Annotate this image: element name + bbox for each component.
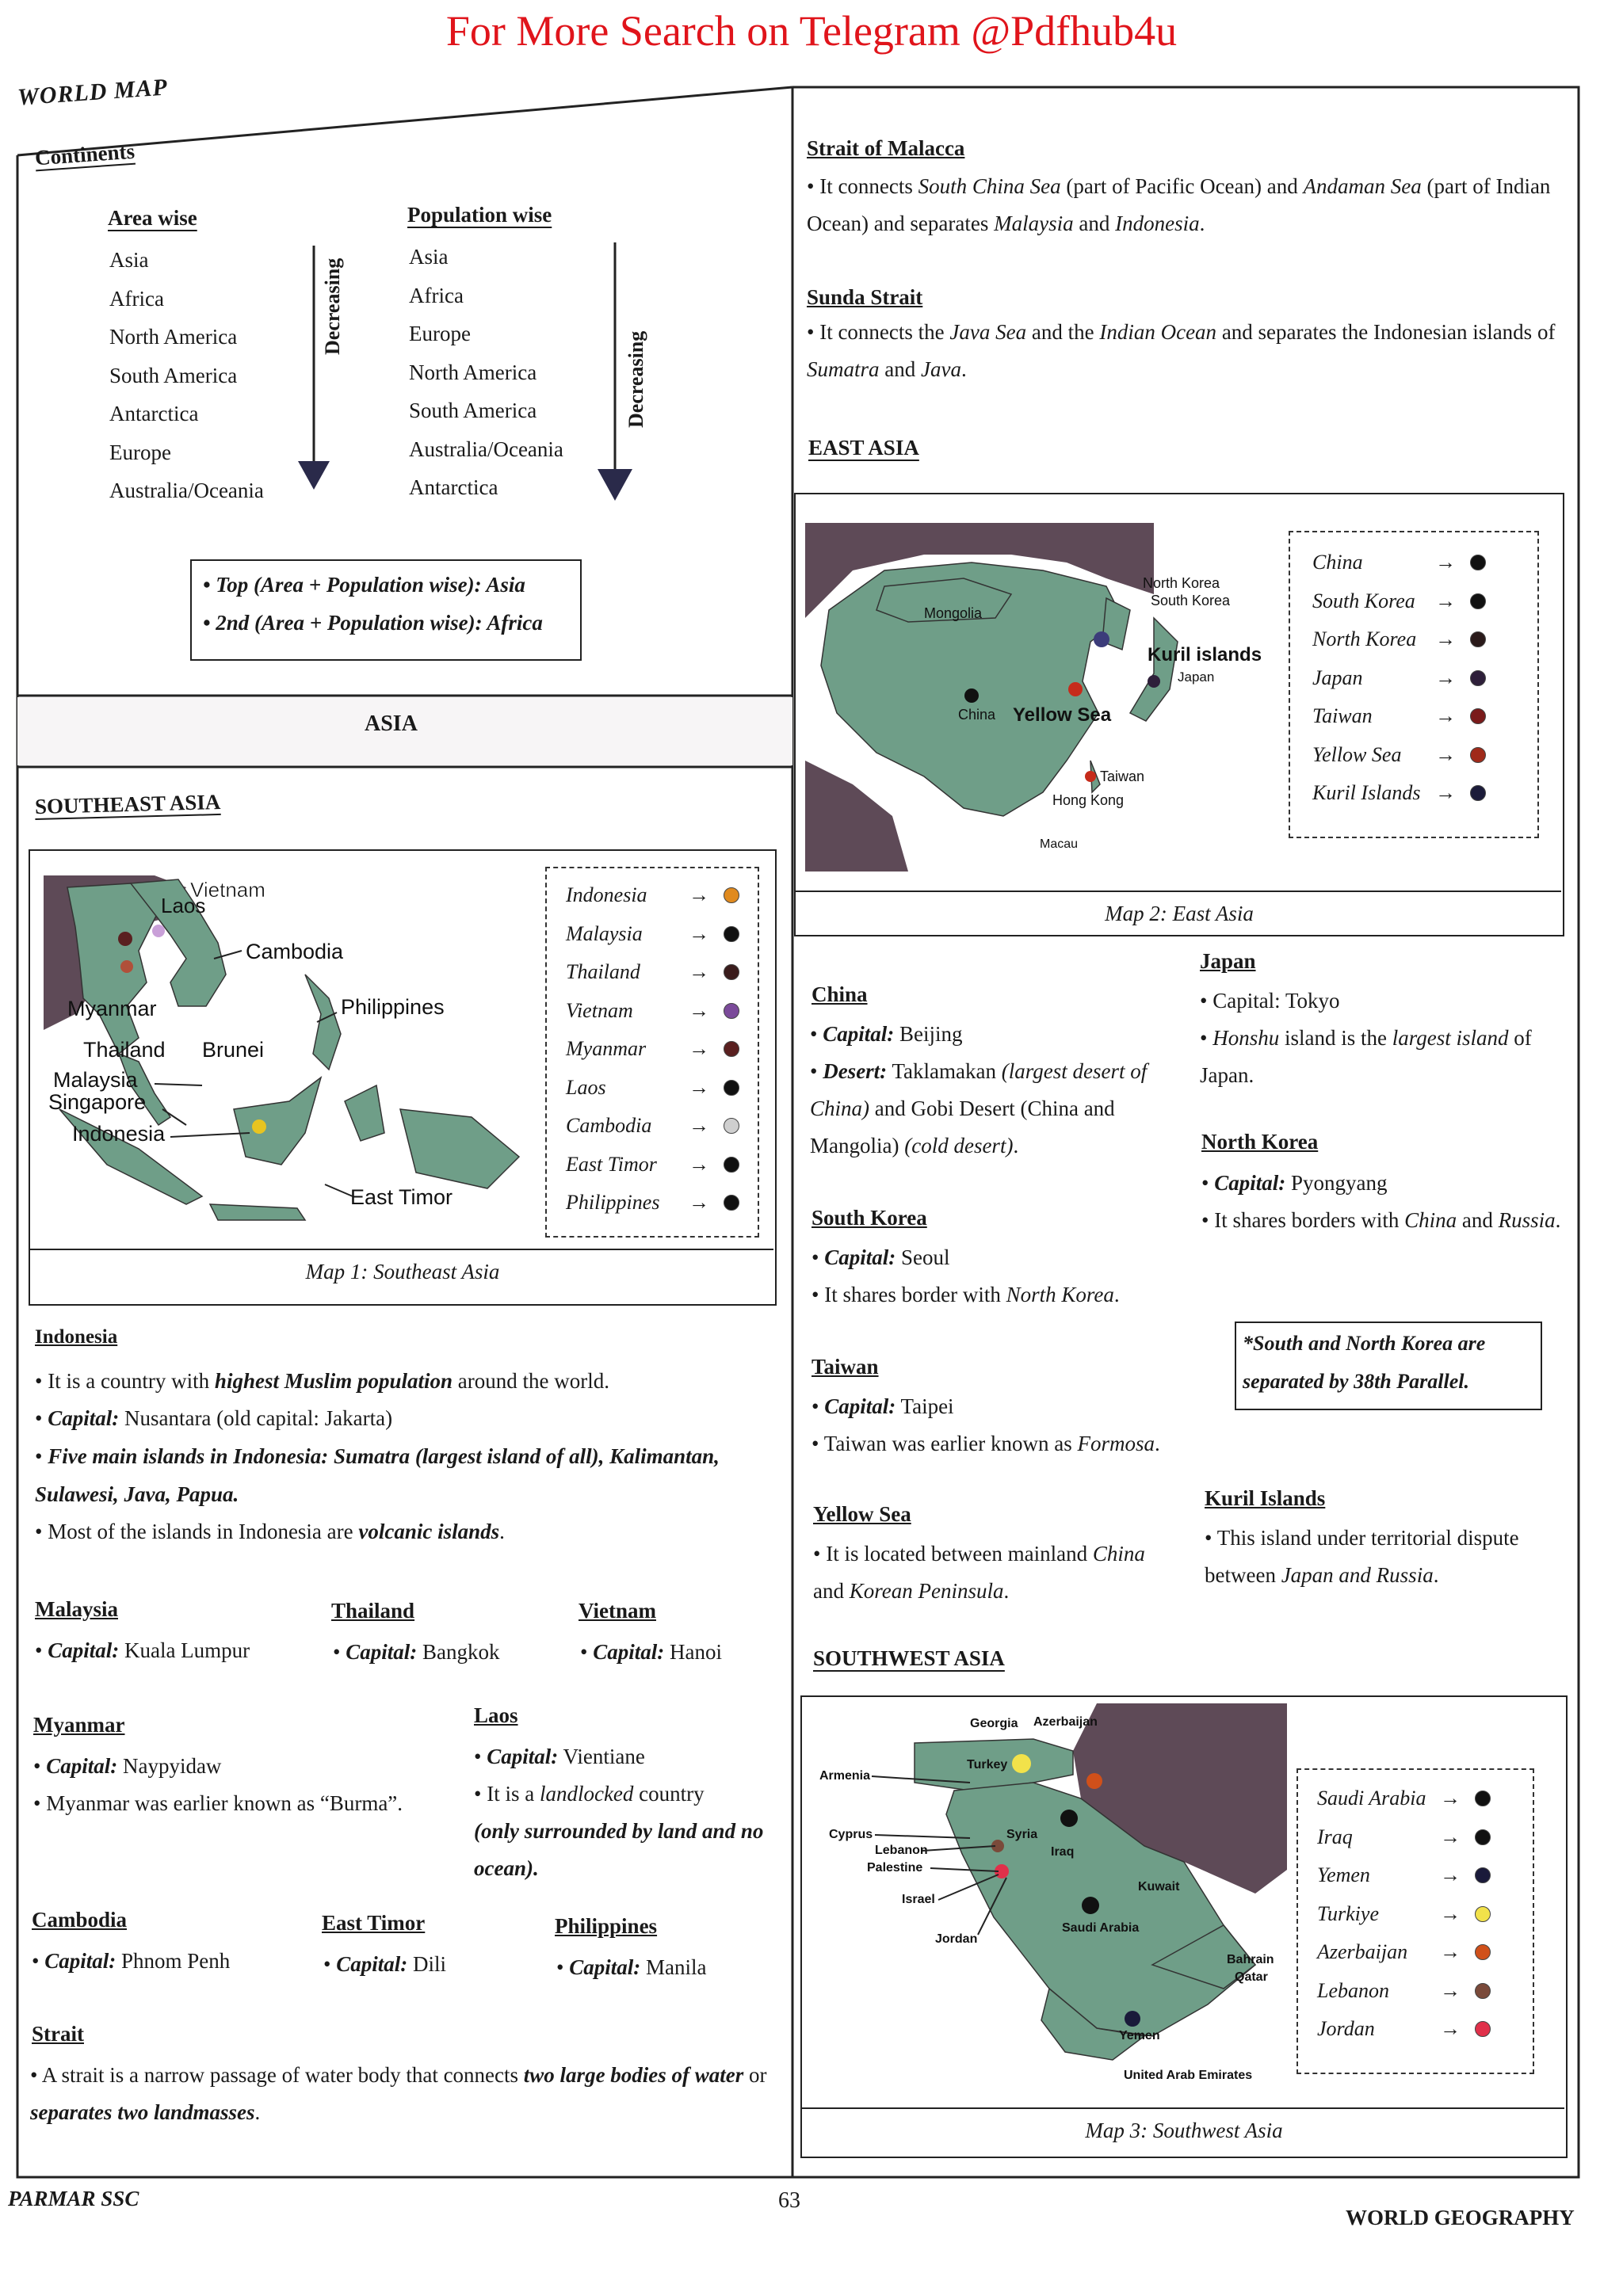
legend-label: South Korea <box>1312 589 1415 612</box>
arrow-right-icon: → <box>1440 1940 1461 1964</box>
population-wise-heading: Population wise <box>407 203 552 227</box>
philippines-title: Philippines <box>555 1914 658 1938</box>
arrow-right-icon: → <box>1440 1901 1461 1925</box>
legend-dot-icon <box>1470 747 1486 763</box>
decreasing-label-area: Decreasing <box>321 257 344 355</box>
malaysia-capital: • Capital: Kuala Lumpur <box>35 1638 250 1662</box>
legend-label: Indonesia <box>566 883 647 907</box>
indonesia-notes: • It is a country with highest Muslim population around the world. • Capital: Nusantara (old capital: Jakarta) • Five main islands in Indonesia: Sumatra (largest island of all), Kalimantan, Sulawesi, Java, Papua. • Most of the islands in Indonesia are volcanic islands. <box>35 1369 720 1543</box>
legend-dot-icon <box>1470 785 1486 801</box>
legend-label: Cambodia <box>566 1114 652 1138</box>
east-timor-title: East Timor <box>322 1911 426 1935</box>
south-korea-notes: • Capital: Seoul • It shares border with North Korea. <box>812 1245 1120 1306</box>
list-item: South America <box>409 399 537 422</box>
map-label: United Arab Emirates <box>1124 2069 1253 2082</box>
china-title: China <box>812 982 868 1006</box>
southwest-asia-legend <box>1296 1768 1534 2074</box>
area-wise-heading: Area wise <box>108 206 197 230</box>
legend-dot-icon <box>1470 555 1486 570</box>
list-item: Africa <box>109 286 164 311</box>
arrow-right-icon: → <box>689 1037 709 1061</box>
legend-label: Kuril Islands <box>1312 781 1421 805</box>
legend-label: Malaysia <box>566 921 643 945</box>
legend-dot-icon <box>1475 1983 1491 1999</box>
legend-label: Azerbaijan <box>1317 1940 1408 1964</box>
page-number: 63 <box>778 2188 800 2213</box>
legend-row <box>1317 1779 1533 1818</box>
map-label: Indonesia <box>72 1122 166 1146</box>
map-label: Philippines <box>341 995 445 1019</box>
note-line: • Top (Area + Population wise): Asia <box>203 573 525 597</box>
legend-dot-icon <box>724 1118 739 1134</box>
north-korea-notes: • Capital: Pyongyang • It shares borders with China and Russia. <box>1201 1171 1561 1232</box>
legend-dot-icon <box>724 1157 739 1173</box>
asia-banner-label: ASIA <box>365 711 418 736</box>
legend-row <box>566 1030 758 1069</box>
footer-subject: WORLD GEOGRAPHY <box>1346 2206 1575 2229</box>
legend-dot-icon <box>724 926 739 942</box>
map-label: North Korea <box>1143 575 1220 591</box>
map-label: Lebanon <box>875 1844 928 1857</box>
laos-title: Laos <box>474 1703 518 1727</box>
legend-dot-icon <box>1470 631 1486 647</box>
legend-row <box>1317 1895 1533 1934</box>
yellow-sea-title: Yellow Sea <box>813 1502 911 1526</box>
legend-dot-icon <box>1475 1944 1491 1960</box>
legend-dot-icon <box>724 964 739 980</box>
legend-row <box>1317 1972 1533 2011</box>
arrow-right-icon: → <box>1440 1978 1461 2002</box>
footer-publisher: PARMAR SSC <box>8 2187 139 2210</box>
map-label: Bahrain <box>1227 1953 1274 1966</box>
arrow-right-icon: → <box>1440 1825 1461 1848</box>
map-label: Turkey <box>967 1758 1008 1772</box>
north-korea-title: North Korea <box>1201 1130 1319 1154</box>
area-wise-list <box>109 241 264 510</box>
east-asia-map <box>805 523 1265 871</box>
divider <box>29 1249 773 1250</box>
map-label: Kuril islands <box>1148 644 1262 666</box>
map-label: Laos <box>161 894 206 917</box>
vietnam-capital: • Capital: Hanoi <box>580 1640 722 1664</box>
map-label: Armenia <box>819 1769 871 1783</box>
map-label: Iraq <box>1051 1845 1075 1859</box>
southwest-asia-map-caption: Map 3: Southwest Asia <box>1085 2119 1283 2142</box>
legend-label: North Korea <box>1312 627 1417 651</box>
legend-label: Thailand <box>566 960 640 984</box>
map-label: Malaysia <box>53 1068 138 1092</box>
taiwan-notes: • Capital: Taipei • Taiwan was earlier known as Formosa. <box>812 1394 1160 1455</box>
map-label: Hong Kong <box>1052 792 1125 808</box>
legend-row <box>566 1146 758 1184</box>
list-item: Asia <box>109 248 149 272</box>
arrow-right-icon: → <box>1435 627 1456 651</box>
legend-row <box>1312 543 1537 582</box>
legend-dot-icon <box>1475 1791 1491 1806</box>
legend-label: Turkiye <box>1317 1901 1379 1925</box>
legend-row <box>1317 2010 1533 2049</box>
list-item: Antarctica <box>109 402 199 425</box>
legend-label: Saudi Arabia <box>1317 1787 1426 1810</box>
legend-row <box>566 953 758 992</box>
legend-row <box>1317 1856 1533 1895</box>
map-label: Azerbaijan <box>1033 1715 1098 1729</box>
myanmar-title: Myanmar <box>33 1713 125 1737</box>
legend-label: Lebanon <box>1317 1978 1389 2002</box>
legend-label: Iraq <box>1317 1825 1353 1848</box>
map-label: Thailand <box>83 1038 166 1062</box>
list-item: Australia/Oceania <box>409 437 563 461</box>
legend-row <box>1317 1818 1533 1857</box>
arrow-right-icon: → <box>1435 781 1456 805</box>
list-item: Asia <box>409 245 449 269</box>
legend-label: Yellow Sea <box>1312 742 1402 766</box>
china-notes: • Capital: Beijing • Desert: Taklamakan (largest desert of China) and Gobi Desert (China and Mangolia) (cold desert). <box>810 1022 1148 1158</box>
legend-dot-icon <box>1475 1867 1491 1883</box>
east-asia-legend <box>1289 531 1539 838</box>
southwest-asia-map <box>812 1703 1287 2100</box>
southwest-asia-heading: SOUTHWEST ASIA <box>813 1646 1005 1670</box>
list-item: Australia/Oceania <box>109 479 264 502</box>
japan-notes: • Capital: Tokyo • Honshu island is the largest island of Japan. <box>1200 989 1532 1087</box>
continents-heading: Continents <box>34 139 136 170</box>
east-asia-heading: EAST ASIA <box>808 436 919 460</box>
divider <box>794 891 1561 892</box>
legend-label: East Timor <box>566 1152 657 1176</box>
legend-label: Myanmar <box>566 1037 647 1061</box>
southeast-asia-legend <box>545 867 759 1238</box>
map-label: Saudi Arabia <box>1062 1921 1140 1935</box>
thailand-title: Thailand <box>331 1599 415 1623</box>
legend-row <box>566 915 758 954</box>
map-label: Brunei <box>202 1038 265 1062</box>
map-label: Georgia <box>970 1717 1018 1730</box>
list-item: Antarctica <box>409 475 498 499</box>
yellow-sea-notes: • It is located between mainland China and Korean Peninsula. <box>813 1542 1145 1603</box>
arrow-right-icon: → <box>1435 551 1456 574</box>
arrow-right-icon: → <box>689 960 709 984</box>
map-label: Yellow Sea <box>1013 704 1112 726</box>
strait-definition: • A strait is a narrow passage of water body that connects two large bodies of water or separates two landmasses. <box>30 2063 767 2124</box>
legend-label: Yemen <box>1317 1863 1370 1887</box>
map-label: South Korea <box>1151 593 1231 608</box>
east-asia-map-caption: Map 2: East Asia <box>1105 902 1254 925</box>
legend-row <box>566 1184 758 1222</box>
map-label: Jordan <box>935 1932 978 1946</box>
arrow-right-icon: → <box>1435 666 1456 689</box>
list-item: Europe <box>109 440 171 464</box>
map-label: Cambodia <box>246 940 344 963</box>
legend-dot-icon <box>1475 1829 1491 1845</box>
divider <box>800 2107 1564 2109</box>
arrow-right-icon: → <box>689 921 709 945</box>
map-label: East Timor <box>350 1185 453 1209</box>
legend-label: Taiwan <box>1312 704 1373 728</box>
malaysia-title: Malaysia <box>35 1597 118 1621</box>
map-label: Myanmar <box>67 997 157 1020</box>
legend-dot-icon <box>1475 1906 1491 1922</box>
legend-dot-icon <box>1470 708 1486 724</box>
arrow-right-icon: → <box>1435 704 1456 728</box>
legend-label: Japan <box>1312 666 1363 689</box>
list-item: Africa <box>409 283 464 307</box>
promo-banner: For More Search on Telegram @Pdfhub4u <box>445 7 1178 55</box>
arrow-right-icon: → <box>1440 1863 1461 1887</box>
map-label: Syria <box>1006 1828 1038 1841</box>
legend-row <box>1312 659 1537 698</box>
decreasing-label-population: Decreasing <box>624 330 647 428</box>
philippines-capital: • Capital: Manila <box>556 1955 707 1979</box>
sunda-title: Sunda Strait <box>807 285 923 309</box>
cambodia-title: Cambodia <box>32 1908 128 1932</box>
sunda-notes: • It connects the Java Sea and the Indian Ocean and separates the Indonesian islands of Sumatra and Java. <box>807 320 1556 381</box>
indonesia-title: Indonesia <box>35 1326 118 1348</box>
kuril-title: Kuril Islands <box>1205 1486 1326 1510</box>
legend-dot-icon <box>1470 593 1486 609</box>
list-item: North America <box>409 360 537 384</box>
malacca-title: Strait of Malacca <box>807 136 965 160</box>
legend-dot-icon <box>724 1041 739 1057</box>
arrow-right-icon: → <box>1435 742 1456 766</box>
south-korea-title: South Korea <box>812 1206 927 1230</box>
legend-label: Philippines <box>566 1191 660 1215</box>
arrow-right-icon: → <box>689 1114 709 1138</box>
section-title: WORLD MAP <box>17 74 169 111</box>
myanmar-notes: • Capital: Naypyidaw • Myanmar was earlier known as “Burma”. <box>33 1754 403 1815</box>
legend-dot-icon <box>724 1080 739 1096</box>
legend-row <box>1312 736 1537 775</box>
population-wise-list <box>409 238 563 507</box>
legend-row <box>1317 1933 1533 1972</box>
map-label: Macau <box>1040 837 1079 851</box>
legend-label: Laos <box>566 1075 606 1099</box>
arrow-right-icon: → <box>689 998 709 1022</box>
east-timor-capital: • Capital: Dili <box>323 1952 446 1976</box>
map-label: Kuwait <box>1138 1880 1180 1894</box>
laos-notes: • Capital: Vientiane • It is a landlocked country (only surrounded by land and no ocean). <box>474 1745 764 1880</box>
map-label: Israel <box>902 1893 935 1906</box>
legend-dot-icon <box>724 887 739 903</box>
note-line: • 2nd (Area + Population wise): Africa <box>203 611 543 635</box>
southeast-asia-heading: SOUTHEAST ASIA <box>34 789 221 819</box>
legend-label: China <box>1312 551 1363 574</box>
arrow-right-icon: → <box>689 883 709 907</box>
legend-dot-icon <box>724 1003 739 1019</box>
arrow-right-icon: → <box>689 1075 709 1099</box>
map-label: Mongolia <box>924 605 983 621</box>
map-label: Japan <box>1178 669 1215 685</box>
legend-row <box>566 992 758 1031</box>
taiwan-title: Taiwan <box>812 1355 879 1379</box>
map-label: Cyprus <box>829 1828 873 1841</box>
southeast-asia-map-caption: Map 1: Southeast Asia <box>305 1260 500 1283</box>
thailand-capital: • Capital: Bangkok <box>333 1640 500 1664</box>
legend-dot-icon <box>1470 670 1486 686</box>
map-label: Taiwan <box>1100 769 1145 784</box>
malacca-notes: • It connects South China Sea (part of Pacific Ocean) and Andaman Sea (part of Indian Ocean) and separates Malaysia and Indonesia. <box>807 174 1551 235</box>
arrow-right-icon: → <box>689 1152 709 1176</box>
korea-38th-parallel-note: *South and North Korea are separated by 38th Parallel. <box>1235 1322 1542 1410</box>
legend-dot-icon <box>1475 2021 1491 2037</box>
map-label: Qatar <box>1235 1970 1268 1984</box>
legend-row <box>1312 582 1537 621</box>
legend-label: Jordan <box>1317 2017 1375 2041</box>
map-label: Palestine <box>867 1861 923 1875</box>
list-item: North America <box>109 325 238 349</box>
arrow-right-icon: → <box>1435 589 1456 612</box>
list-item: Europe <box>409 322 471 345</box>
legend-row <box>566 1069 758 1108</box>
legend-row <box>566 1107 758 1146</box>
cambodia-capital: • Capital: Phnom Penh <box>32 1949 231 1973</box>
map-label: Singapore <box>48 1090 147 1114</box>
arrow-right-icon: → <box>689 1191 709 1215</box>
southeast-asia-map <box>44 871 527 1228</box>
vietnam-title: Vietnam <box>579 1599 656 1623</box>
kuril-notes: • This island under territorial dispute between Japan and Russia. <box>1205 1526 1519 1587</box>
legend-row <box>566 876 758 915</box>
legend-dot-icon <box>724 1195 739 1211</box>
top-continent-note <box>190 559 582 661</box>
map-label: Vietnam <box>190 878 265 902</box>
list-item: South America <box>109 363 238 387</box>
map-label: Yemen <box>1119 2029 1160 2042</box>
arrow-right-icon: → <box>1440 1787 1461 1810</box>
legend-row <box>1312 774 1537 813</box>
arrow-right-icon: → <box>1440 2017 1461 2041</box>
legend-row <box>1312 697 1537 736</box>
legend-row <box>1312 620 1537 659</box>
map-label: China <box>958 707 996 723</box>
legend-label: Vietnam <box>566 998 633 1022</box>
japan-title: Japan <box>1200 949 1256 973</box>
strait-title: Strait <box>32 2022 84 2046</box>
